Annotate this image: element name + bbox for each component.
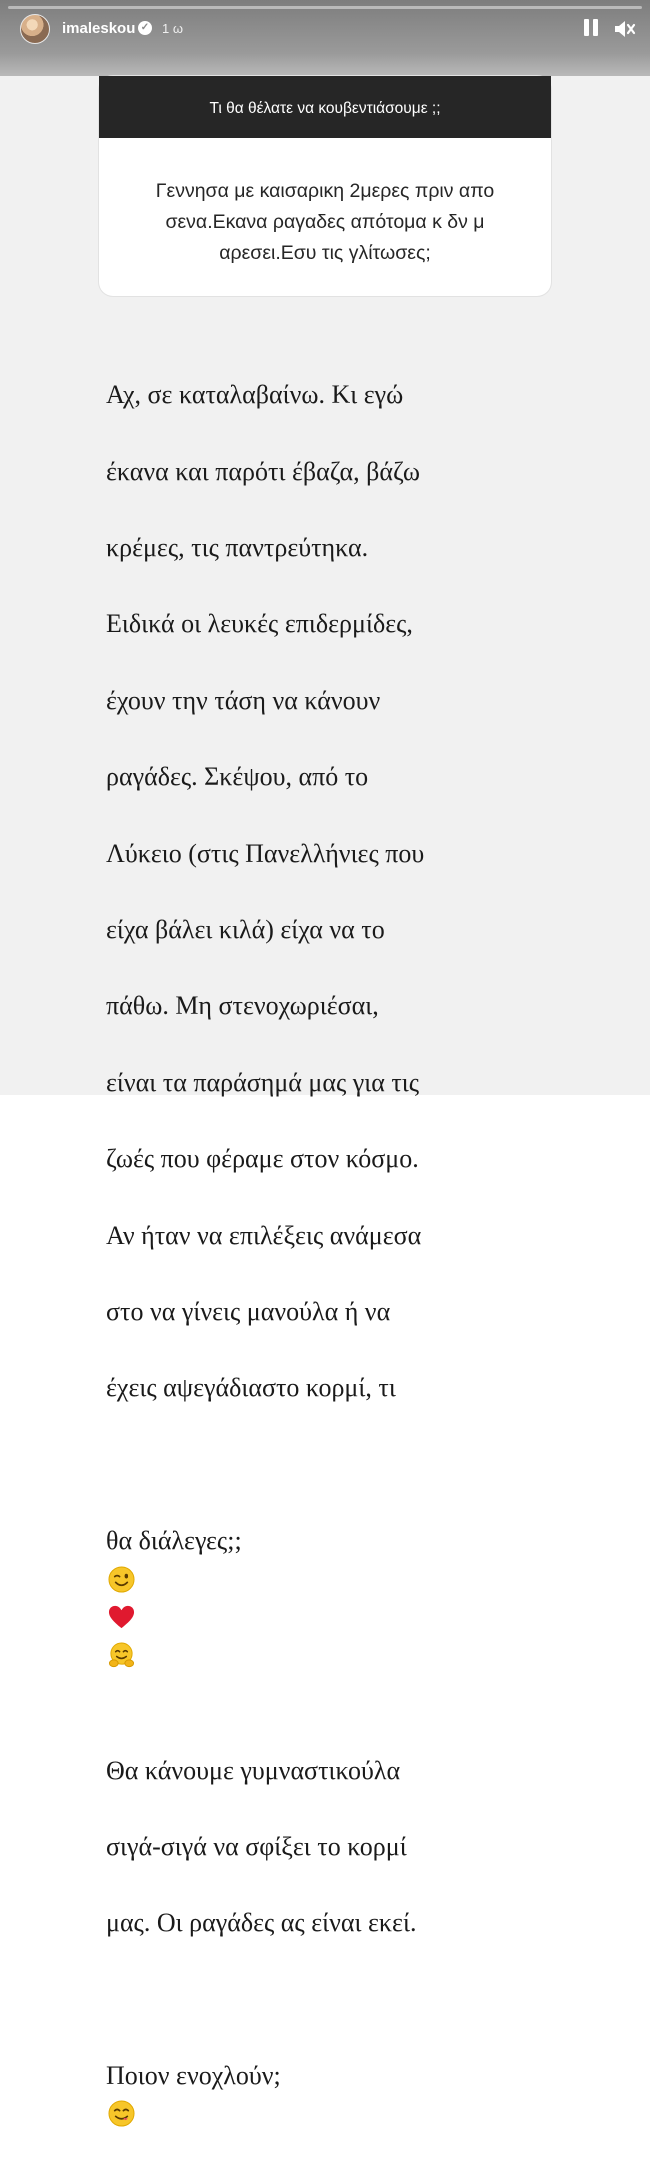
answer-line: ραγάδες. Σκέψου, από το xyxy=(106,762,369,792)
answer-final-line xyxy=(106,2019,546,2134)
answer-line: πάθω. Μη στενοχωριέσαι, xyxy=(106,991,379,1021)
answer-line: Λύκειο (στις Πανελλήνιες που xyxy=(106,838,425,868)
answer-line: έκανα και παρότι έβαζα, βάζω xyxy=(106,456,420,486)
avatar[interactable] xyxy=(20,14,50,44)
winking-face-emoji xyxy=(108,1566,135,1593)
answer-line: Θα κάνουμε γυμναστικούλα xyxy=(106,1755,401,1785)
answer-line: Αχ, σε καταλαβαίνω. Κι εγώ xyxy=(106,380,404,410)
answer-line: Αν ήταν να επιλέξεις ανάμεσα xyxy=(106,1220,422,1250)
question-sticker xyxy=(99,76,551,296)
red-heart-emoji xyxy=(108,1604,135,1631)
answer-line: ζωές που φέραμε στον κόσμο. xyxy=(106,1144,419,1174)
answer-line-with-emoji xyxy=(106,1484,546,1675)
answer-line: έχεις αψεγάδιαστο κορμί, τι xyxy=(106,1373,396,1403)
username[interactable]: imaleskou xyxy=(62,20,136,37)
answer-line: έχουν την τάση να κάνουν xyxy=(106,685,381,715)
question-sticker-question: Γεννησα με καισαρικη 2μερες πριν απο σενα.Εκανα ραγαδες απότομα κ δν μ αρεσει.Εσυ τις γλίτωσες; xyxy=(155,180,495,264)
verified-badge-icon: ✓ xyxy=(138,21,152,35)
hugging-face-emoji xyxy=(108,1642,135,1669)
story-progress-bar xyxy=(8,6,642,9)
answer-line: μας. Οι ραγάδες ας είναι εκεί. xyxy=(106,1908,417,1938)
answer-line: κρέμες, τις παντρεύτηκα. xyxy=(106,533,369,563)
answer-line-text: θα διάλεγες;; xyxy=(106,1526,242,1556)
story-timestamp: 1 ω xyxy=(162,21,183,36)
pause-icon[interactable] xyxy=(582,18,600,38)
speaker-muted-icon[interactable] xyxy=(613,18,637,40)
question-sticker-prompt: Τι θα θέλατε να κουβεντιάσουμε ;; xyxy=(99,76,551,138)
story-header xyxy=(0,12,650,46)
answer-line-text: Ποιον ενοχλούν; xyxy=(106,2061,281,2091)
face-savoring-food-emoji xyxy=(108,2100,135,2127)
answer-line: στο να γίνεις μανούλα ή να xyxy=(106,1297,391,1327)
answer-line: είχα βάλει κιλά) είχα να το xyxy=(106,915,385,945)
answer-line: είναι τα παράσημά μας για τις xyxy=(106,1067,420,1097)
answer-line: Ειδικά οι λευκές επιδερμίδες, xyxy=(106,609,413,639)
story-answer-text xyxy=(106,338,546,2172)
answer-line: σιγά-σιγά να σφίξει το κορμί xyxy=(106,1831,407,1861)
